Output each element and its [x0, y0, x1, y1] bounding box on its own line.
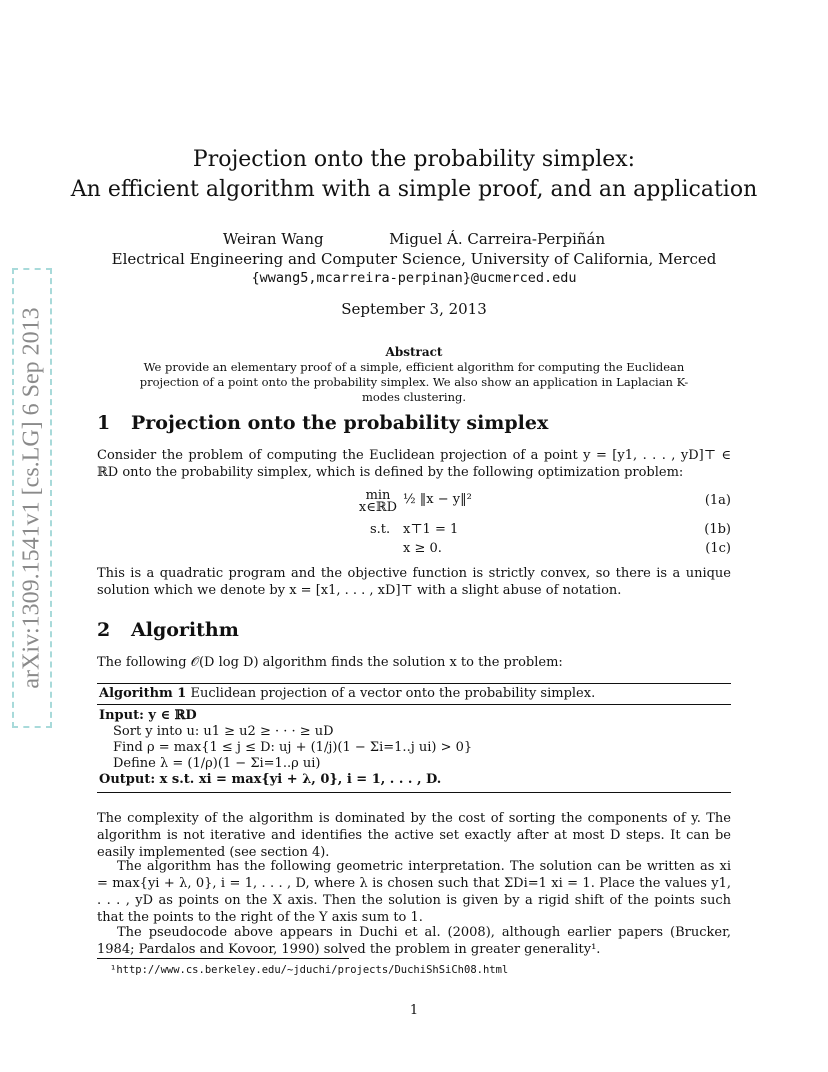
- author-email: {wwang5,mcarreira-perpinan}@ucmerced.edu: [251, 270, 577, 286]
- paragraph-pseudocode: The pseudocode above appears in Duchi et al. (2008), although earlier papers (Brucker, 1984; Pardalos and Kovoor, 1990) solved the problem in greater generality¹.: [97, 925, 731, 957]
- algorithm-caption: [97, 684, 731, 704]
- paper-title: [0, 145, 828, 205]
- arxiv-watermark: [12, 268, 52, 728]
- section-1-paragraph-1: Consider the problem of computing the Euclidean projection of a point y = [y1, . . . , yD]⊤ ∈ ℝD onto the probability simplex, which is defined by the following optimization problem:: [97, 448, 731, 480]
- algorithm-input: Input: y ∈ ℝD: [99, 708, 197, 723]
- paper-date: September 3, 2013: [341, 300, 487, 318]
- section-2-heading: [97, 619, 239, 641]
- title-line-2: An efficient algorithm with a simple proof, and an application: [70, 177, 758, 202]
- paragraph-geometric: The algorithm has the following geometric interpretation. The solution can be written as xi = max{yi + λ, 0}, i = 1, . . . , D, where λ is chosen such that ΣDi=1 xi = 1. Place the values y1, . . . , yD as points on the X axis. Then the solution is given by a rigid shift of the points such that the points to the right of the Y axis sum to 1.: [97, 859, 731, 925]
- algorithm-caption-label: Algorithm 1: [99, 686, 187, 701]
- section-number: 1: [97, 412, 111, 434]
- algorithm-step-2: Find ρ = max{1 ≤ j ≤ D: uj + (1/j)(1 − Σi=1..j ui) > 0}: [113, 740, 473, 755]
- author-1: Weiran Wang: [222, 230, 324, 248]
- equation-number-1c: (1c): [705, 541, 731, 556]
- algorithm-step-1: Sort y into u: u1 ≥ u2 ≥ · · · ≥ uD: [113, 724, 334, 739]
- equation-label-min: min x∈ℝD: [358, 488, 398, 515]
- section-title: Algorithm: [131, 619, 239, 641]
- footnote-url: ¹http://www.cs.berkeley.edu/~jduchi/projects/DuchiShSiCh08.html: [110, 964, 509, 976]
- equation-number-1b: (1b): [704, 522, 731, 537]
- title-line-1: Projection onto the probability simplex:: [192, 147, 636, 172]
- abstract-heading: Abstract: [385, 345, 443, 359]
- abstract-text: We provide an elementary proof of a simple, efficient algorithm for computing the Euclidean projection of a point onto the probability simplex. We also show an application in Laplacian K-modes clustering.: [139, 360, 689, 404]
- algorithm-step-3: Define λ = (1/ρ)(1 − Σi=1..ρ ui): [113, 756, 321, 771]
- algorithm-body: [97, 705, 731, 792]
- algorithm-caption-text: Euclidean projection of a vector onto the probability simplex.: [190, 686, 596, 701]
- equation-label-st: s.t.: [370, 522, 391, 537]
- section-number: 2: [97, 619, 111, 641]
- algorithm-bottom-rule: [97, 792, 731, 793]
- algorithm-box: [97, 683, 731, 793]
- paragraph-complexity: The complexity of the algorithm is dominated by the cost of sorting the components of y. The algorithm is not iterative and identifies the active set exactly after at most D steps. It can be easily implemented (see section 4).: [97, 811, 731, 860]
- section-1-paragraph-2: This is a quadratic program and the objective function is strictly convex, so there is a unique solution which we denote by x = [x1, . . . , xD]⊤ with a slight abuse of notation.: [97, 566, 731, 598]
- affiliation: Electrical Engineering and Computer Science, University of California, Merced: [111, 250, 717, 268]
- footnote-rule: [97, 958, 349, 959]
- equation-1a: ½ ‖x − y‖²: [403, 492, 472, 507]
- section-title: Projection onto the probability simplex: [131, 412, 549, 434]
- authors: [0, 230, 828, 248]
- equation-1b: x⊤1 = 1: [403, 522, 459, 537]
- algorithm-output: Output: x s.t. xi = max{yi + λ, 0}, i = 1, . . . , D.: [99, 772, 442, 787]
- section-1-heading: [97, 412, 548, 434]
- arxiv-id-text: arXiv:1309.1541v1 [cs.LG] 6 Sep 2013: [18, 307, 45, 689]
- section-2-paragraph-1: The following 𝒪(D log D) algorithm finds the solution x to the problem:: [97, 655, 563, 670]
- equation-number-1a: (1a): [704, 493, 731, 508]
- equation-1c: x ≥ 0.: [403, 541, 442, 556]
- author-2: Miguel Á. Carreira-Perpiñán: [389, 230, 606, 248]
- page-number: 1: [409, 1003, 419, 1018]
